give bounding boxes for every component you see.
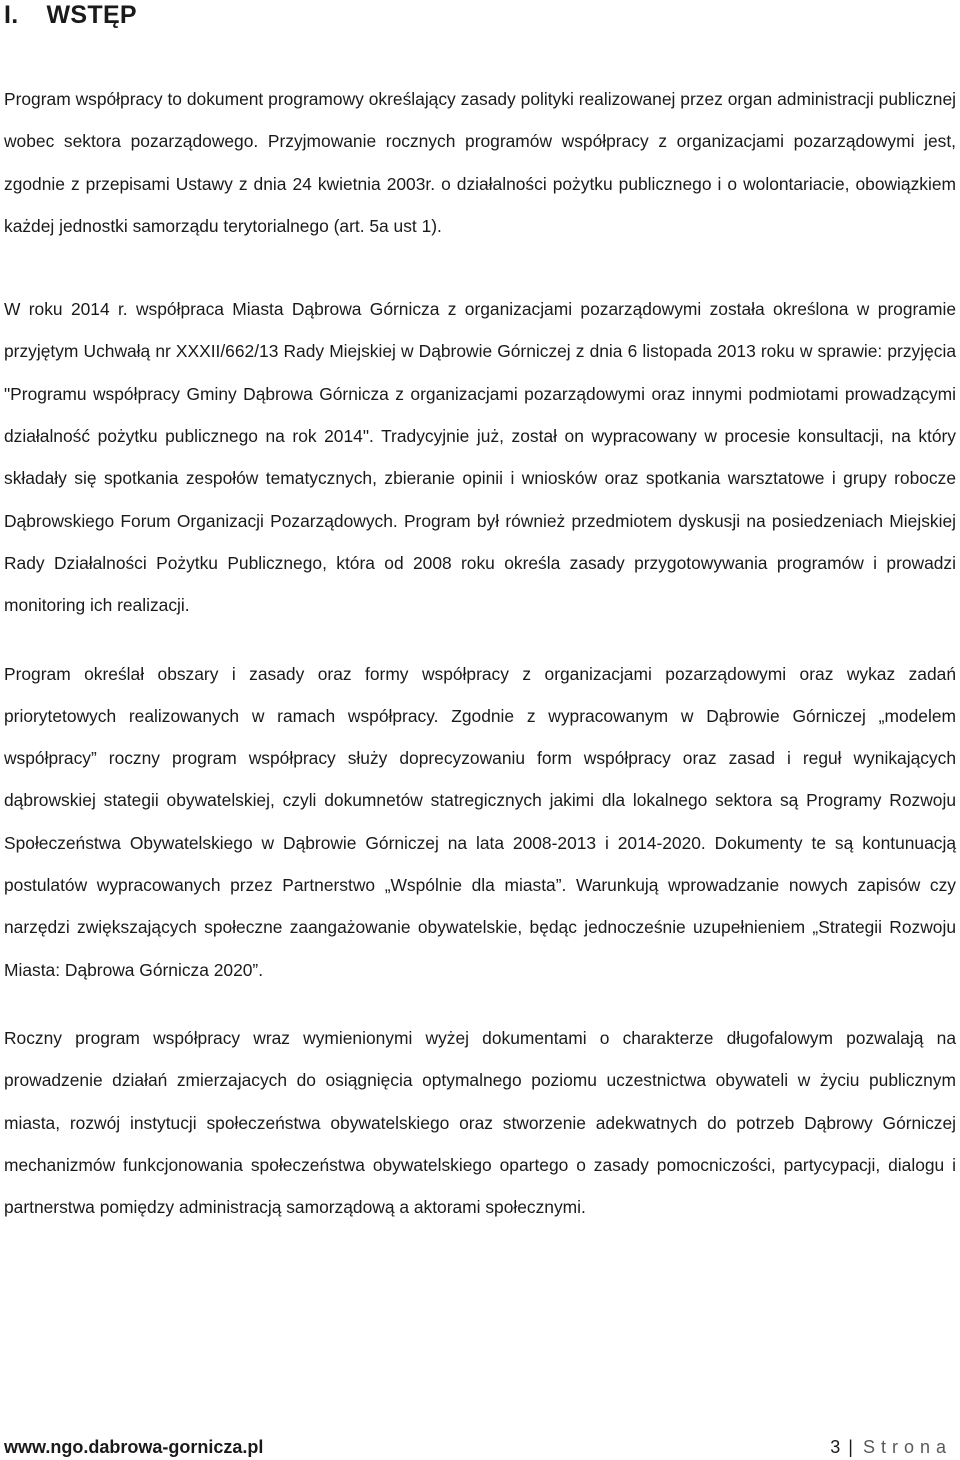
page-number: 3: [830, 1436, 841, 1457]
section-number: I.: [4, 1, 19, 29]
document-page: [4, 0, 956, 1228]
paragraph-program-scope: Program określał obszary i zasady oraz formy współpracy z organizacjami pozarządowymi oraz wykaz zadań priorytetowych realizowanych w ramach współpracy. Zgodnie z wypracowanym w Dąbrowie Górniczej „modelem współpracy” roczny program współpracy służy doprecyzowaniu form współpracy oraz zasad i reguł wynikających dąbrowskiej stategii obywatelskiej, czyli dokumnetów statregicznych jakimi dla lokalnego sektora są Programy Rozwoju Społeczeństwa Obywatelskiego w Dąbrowie Górniczej na lata 2008-2013 i 2014-2020. Dokumenty te są kontunuacją postulatów wypracowanych przez Partnerstwo „Wspólnie dla miasta”. Warunkują wprowadzanie nowych zapisów czy narzędzi zwiększających społeczne zaangażowanie obywatelskie, będąc jednocześnie uzupełnieniem „Strategii Rozwoju Miasta: Dąbrowa Górnicza 2020”.: [4, 663, 956, 980]
section-heading: [4, 0, 956, 30]
paragraph-intro: Program współpracy to dokument programowy określający zasady polityki realizowanej przez organ administracji publicznej wobec sektora pozarządowego. Przyjmowanie rocznych programów współpracy z organizacjami pozarządowymi jest, zgodnie z przepisami Ustawy z dnia 24 kwietnia 2003r. o działalności pożytku publicznego i o wolontariacie, obowiązkiem każdej jednostki samorządu terytorialnego (art. 5a ust 1).: [4, 89, 956, 236]
section-title: WSTĘP: [46, 1, 137, 29]
footer-separator: |: [848, 1436, 853, 1457]
paragraph-2014-cooperation: W roku 2014 r. współpraca Miasta Dąbrowa Górnicza z organizacjami pozarządowymi została określona w programie przyjętym Uchwałą nr XXXII/662/13 Rady Miejskiej w Dąbrowie Górniczej z dnia 6 listopada 2013 roku w sprawie: przyjęcia "Programu współpracy Gminy Dąbrowa Górnicza z organizacjami pozarządowymi oraz innymi podmiotami prowadzącymi działalność pożytku publicznego na rok 2014". Tradycyjnie już, został on wypracowany w procesie konsultacji, na który składały się spotkania zespołów tematycznych, zbieranie opinii i wniosków oraz spotkania warsztatowe i grupy robocze Dąbrowskiego Forum Organizacji Pozarządowych. Program był również przedmiotem dyskusji na posiedzeniach Miejskiej Rady Działalności Pożytku Publicznego, która od 2008 roku określa zasady przygotowywania programów i prowadzi monitoring ich realizacji.: [4, 299, 956, 616]
footer-page-indicator: [830, 1437, 952, 1458]
footer-website-link[interactable]: www.ngo.dabrowa-gornicza.pl: [4, 1436, 264, 1457]
page-footer: [4, 1432, 952, 1460]
paragraph-program-goals: Roczny program współpracy wraz wymienionymi wyżej dokumentami o charakterze długofalowym pozwalają na prowadzenie działań zmierzajacych do osiągnięcia optymalnego poziomu uczestnictwa obywateli w życiu publicznym miasta, rozwój instytucji społeczeństwa obywatelskiego oraz stworzenie adekwatnych do potrzeb Dąbrowy Górniczej mechanizmów funkcjonowania społeczeństwa obywatelskiego opartego o zasady pomocniczości, partycypacji, dialogu i partnerstwa pomiędzy administracją samorządową a aktorami społecznymi.: [4, 1027, 956, 1218]
page-word: Strona: [862, 1436, 952, 1457]
